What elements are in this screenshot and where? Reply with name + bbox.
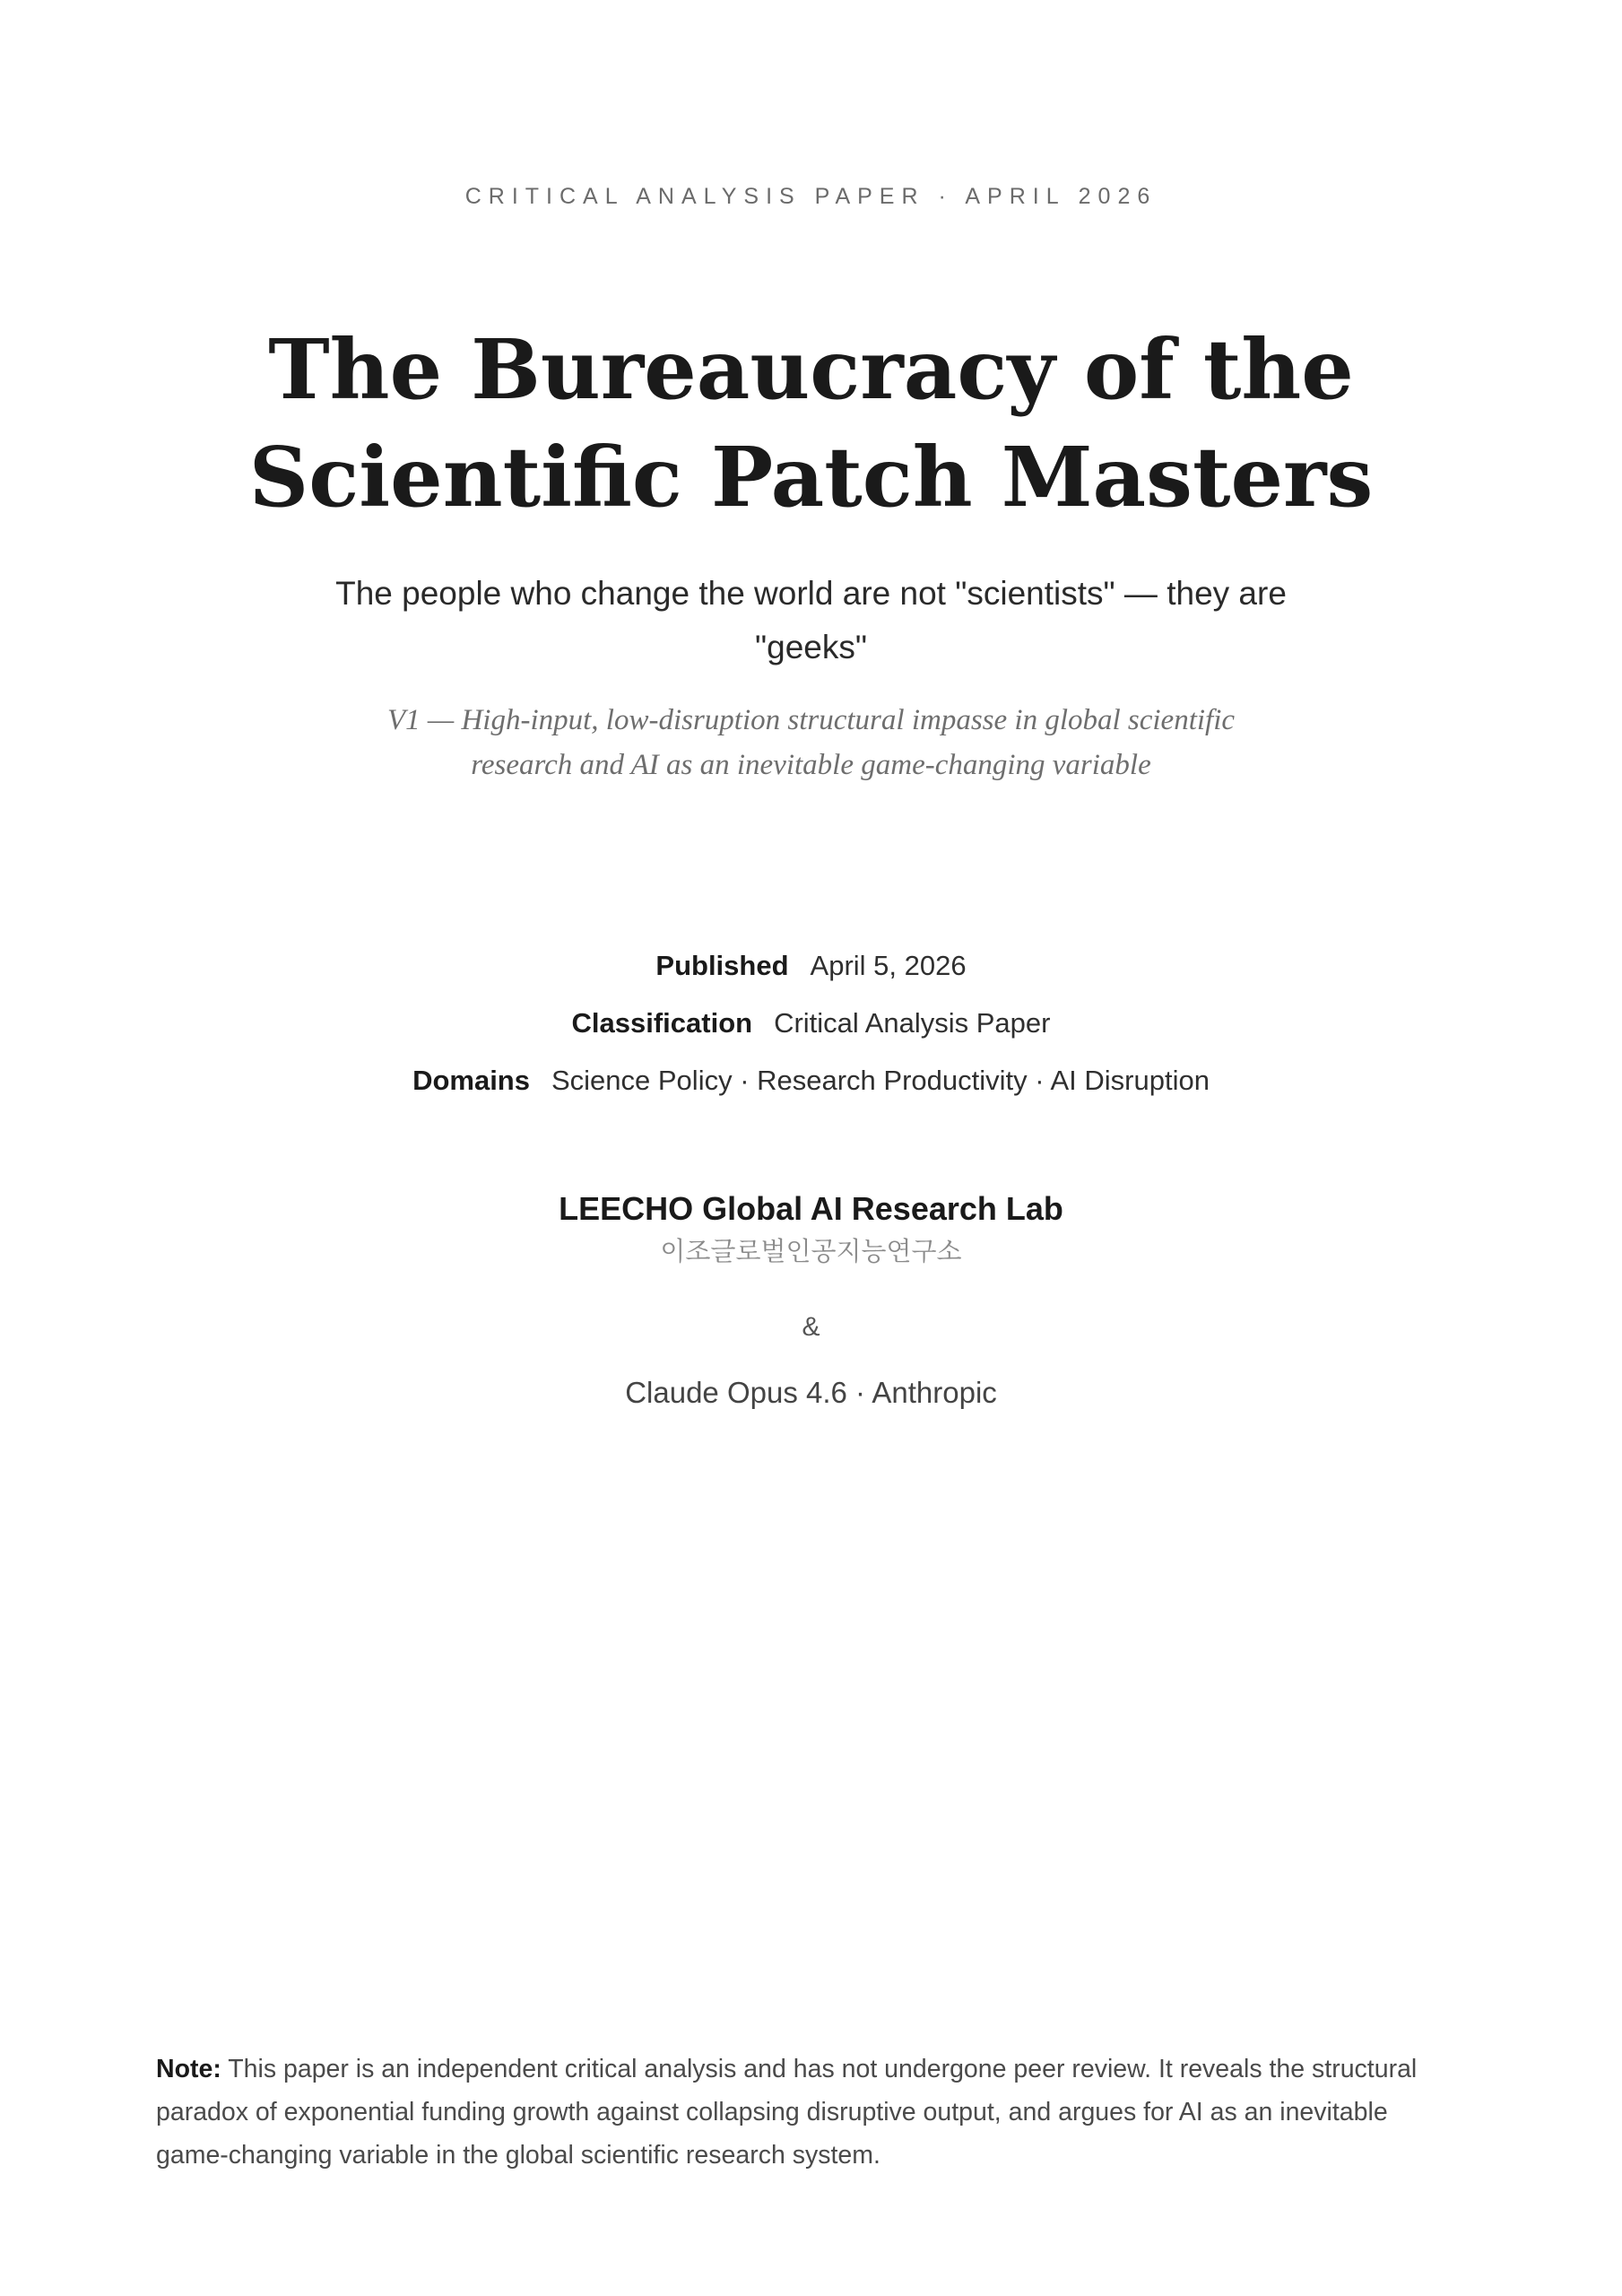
published-value: April 5, 2026 <box>810 950 967 981</box>
paper-metadata <box>0 937 1622 1109</box>
note-text: This paper is an independent critical analysis and has not undergone peer review. It reveals the structural paradox of exponential funding growth against collapsing disruptive output, and argues for AI as an inevitable game-changing variable in the global scientific research system. <box>156 2055 1418 2170</box>
paper-tagline: V1 — High-input, low-disruption structural impasse in global scientific research and AI as an inevitable game-changing variable <box>386 704 1236 781</box>
note-label: Note: <box>156 2055 221 2083</box>
paper-title-line-1: The Bureaucracy of the <box>268 321 1354 418</box>
domains-value: Science Policy · Research Productivity · AI Disruption <box>551 1065 1210 1096</box>
paper-kicker: CRITICAL ANALYSIS PAPER · APRIL 2026 <box>464 184 1158 209</box>
org-name: LEECHO Global AI Research Lab <box>559 1190 1063 1227</box>
meta-row-classification <box>0 995 1622 1052</box>
domains-label: Domains <box>412 1065 530 1096</box>
paper-title-line-2: Scientific Patch Masters <box>248 429 1374 526</box>
author-organization <box>0 1187 1622 1271</box>
author-partner: Claude Opus 4.6 · Anthropic <box>625 1376 997 1409</box>
meta-row-published <box>0 937 1622 995</box>
paper-title <box>179 316 1443 531</box>
published-label: Published <box>655 950 789 981</box>
paper-note <box>156 2048 1466 2177</box>
paper-subtitle: The people who change the world are not "scientists" — they are "geeks" <box>335 575 1287 665</box>
classification-label: Classification <box>571 1007 753 1039</box>
meta-row-domains <box>0 1052 1622 1109</box>
org-korean-name: 이조글로벌인공지능연구소 <box>660 1236 962 1266</box>
author-ampersand: & <box>802 1312 820 1342</box>
classification-value: Critical Analysis Paper <box>774 1007 1051 1039</box>
